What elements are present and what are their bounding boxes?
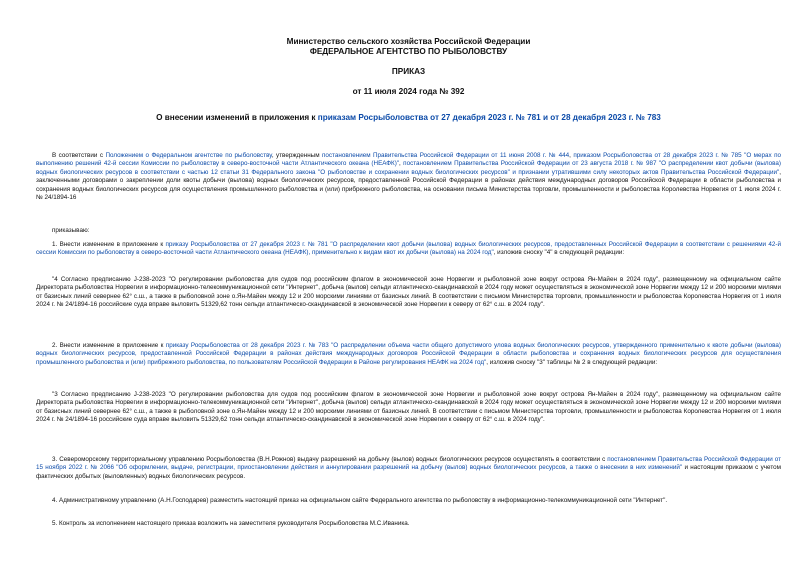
- order-word: [36, 227, 781, 235]
- title-link[interactable]: приказам Росрыболовства от 27 декабря 2023 г. № 781 и от 28 декабря 2023 г. № 783: [317, 113, 661, 122]
- item-3-text-1: 3. Североморскому территориальному управлению Росрыболовства (В.Н.Рожнов) выдачу разрешений на добычу (вылов) водных биологических ресурсов осуществлять в соответствии с: [52, 456, 608, 463]
- preamble-paragraph: [36, 152, 781, 202]
- link-order-783[interactable]: приказу Росрыболовства от 28 декабря 2023 г. № 783 "О распределении объема части общего допустимого улова водных биологических ресурсов, утвержденного применительно к квоте добычи (вылова) водных биологических ресурсов, предоставленной Российской Федерации в районах действия международных договоров Российской Федерации в области рыболовства и сохранения водных биологических ресурсов для осуществления промышленного рыболовства и (или) прибрежного рыболовства, по пользователям Российской Федерации в Районе регулирования НЕАФК на 2024 год": [36, 342, 781, 366]
- item-2-footnote: [36, 391, 781, 425]
- item-1-footnote-text: "4 Согласно предписанию J-238-2023 "О регулировании рыболовства для судов под российским флагом в экономической зоне Норвегии и рыболовной зоне вокруг острова Ян-Майен в 2024 году", размещенному на официальном сайте Директората рыболовства Норвегии в информационно-телекоммуникационной сети "Интернет", добыча (вылов) сельди атлантическо-скандинавской в 2024 году может осуществляться в экономической зоне Норвегии между 12 и 200 морскими милями от базисных линий севернее 62° с.ш., а также в рыболовной зоне о.Ян-Майен между 12 и 200 морскими линиями от базисных линий. В соответствии с письмом Министерства торговли, промышленности и рыболовства Королевства Норвегия от 1 июля 2024 г. № 24/1894-16 российские суда вправе выловить 51329,62 тонн сельди атлантическо-скандинавской в экономической зоне Норвегии к северу от 62° с.ш. в 2024 году".: [36, 276, 781, 309]
- item-1-text-1: 1. Внести изменение в приложение к: [52, 241, 166, 248]
- item-2-text-1: 2. Внести изменение в приложение к: [52, 342, 166, 349]
- item-2-text-2: , изложив сноску "3" таблицы № 2 в следующей редакции:: [486, 358, 658, 366]
- item-2: [36, 342, 781, 367]
- issuer-block: [36, 37, 781, 57]
- item-2-paragraph: [36, 342, 781, 367]
- link-government-resolution-2066[interactable]: постановлением Правительства Российской Федерации от 15 ноября 2022 г. № 2066 "Об оформлении, выдаче, регистрации, приостановлении действия и аннулировании разрешений на добычу (вылов) водных биологических ресурсов, а также о внесении в них изменений": [36, 456, 782, 472]
- item-3: [36, 456, 781, 481]
- item-1-footnote: [36, 276, 781, 310]
- preamble-text-5: , заключенными договорами о закреплении доли квоты добычи (вылова) водных биологических ресурсов, предоставленной Российской Федерации в районах действия международных договоров Российской Федерации в области рыболовства и сохранения водных биологических ресурсов для осуществления промышленного рыболовства и (или) прибрежного рыболовства, на основании письма Министерства торговли, промышленности и рыболовства Королевства Норвегия от 1 июля 2024 г. № 24/1894-16: [36, 168, 781, 202]
- link-order-781[interactable]: приказу Росрыболовства от 27 декабря 2023 г. № 781 "О распределении квот добычи (вылова) водных биологических ресурсов, предоставленных Российской Федерации в соответствии с решениями 42-й сессии Комиссии по рыболовству в северо-восточной части Атлантического океана (НЕАФК), применительно к видам квот их добычи (вылова) на 2024 год": [36, 241, 781, 257]
- link-order-785[interactable]: приказом Росрыболовства от 28 декабря 2023 г. № 785 "О мерах по выполнению решений 42-й сессии Комиссии по рыболовству в северо-восточной части Атлантического океана (НЕАФК)": [36, 152, 782, 168]
- order-word-text: приказываю:: [52, 227, 90, 234]
- item-1-text-2: , изложив сноску "4" в следующей редакции:: [493, 249, 625, 257]
- document-type: ПРИКАЗ: [391, 67, 426, 76]
- preamble-text-3: ,: [569, 152, 574, 159]
- item-1: [36, 241, 781, 258]
- agency-name: ФЕДЕРАЛЬНОЕ АГЕНТСТВО ПО РЫБОЛОВСТВУ: [309, 47, 508, 56]
- item-5: [36, 520, 781, 528]
- item-3-text-2: и настоящим приказом с учетом фактических добытых (выловленных) водных биологических ресурсов.: [36, 464, 781, 480]
- preamble-text-4: ,: [399, 160, 404, 168]
- item-3-paragraph: [36, 456, 781, 481]
- preamble-text-2: , утвержденным: [271, 152, 322, 159]
- item-4-text: 4. Административному управлению (А.Н.Господарев) разместить настоящий приказ на официальном сайте Федерального агентства по рыболовству в информационно-телекоммуникационной сети "Интернет".: [52, 497, 668, 504]
- title-prefix: О внесении изменений в приложения к: [156, 113, 318, 122]
- document-date: от 11 июля 2024 года № 392: [352, 87, 465, 96]
- item-1-paragraph: [36, 241, 781, 258]
- ministry-name: Министерство сельского хозяйства Российской Федерации: [286, 37, 531, 46]
- document-title: [36, 113, 781, 122]
- item-2-footnote-text: "3 Согласно предписанию J-238-2023 "О регулировании рыболовства для судов под российским флагом в экономической зоне Норвегии и рыболовной зоне вокруг острова Ян-Майен в 2024 году", размещенному на официальном сайте Директората рыболовства Норвегии в информационно-телекоммуникационной сети "Интернет", добыча (вылов) сельди атлантическо-скандинавской в 2024 году может осуществляться в экономической зоне Норвегии между 12 и 200 морскими милями от базисных линий севернее 62° с.ш., а также в рыболовной зоне о.Ян-Майен между 12 и 200 морскими линиями от базисных линий. В соответствии с письмом Министерства торговли, промышленности и рыболовства Королевства Норвегия от 1 июля 2024 г. № 24/1894-16 российские суда вправе выловить 51329,62 тонн сельди атлантическо-скандинавской в экономической зоне Норвегии к северу от 62° с.ш. в 2024 году".: [36, 391, 781, 424]
- link-government-resolution-987[interactable]: постановлением Правительства Российской Федерации от 23 августа 2018 г. № 987 "О распределении квот добычи (вылова) водных биологических ресурсов в соответствии с частью 12 статьи 31 Федерального закона "О рыболовстве и сохранении водных биологических ресурсов" и признании утратившими силу некоторых актов Правительства Российской Федерации": [36, 160, 781, 176]
- link-agency-regulation[interactable]: Положением о Федеральном агентстве по рыболовству: [105, 152, 272, 159]
- item-5-text: 5. Контроль за исполнением настоящего приказа возложить на заместителя руководителя Росрыболовства М.С.Иваника.: [52, 520, 410, 527]
- item-4: [36, 497, 781, 505]
- link-government-resolution-444[interactable]: постановлением Правительства Российской Федерации от 11 июня 2008 г. № 444: [321, 152, 570, 159]
- preamble-text-1: В соответствии с: [52, 152, 106, 159]
- preamble: [36, 152, 781, 202]
